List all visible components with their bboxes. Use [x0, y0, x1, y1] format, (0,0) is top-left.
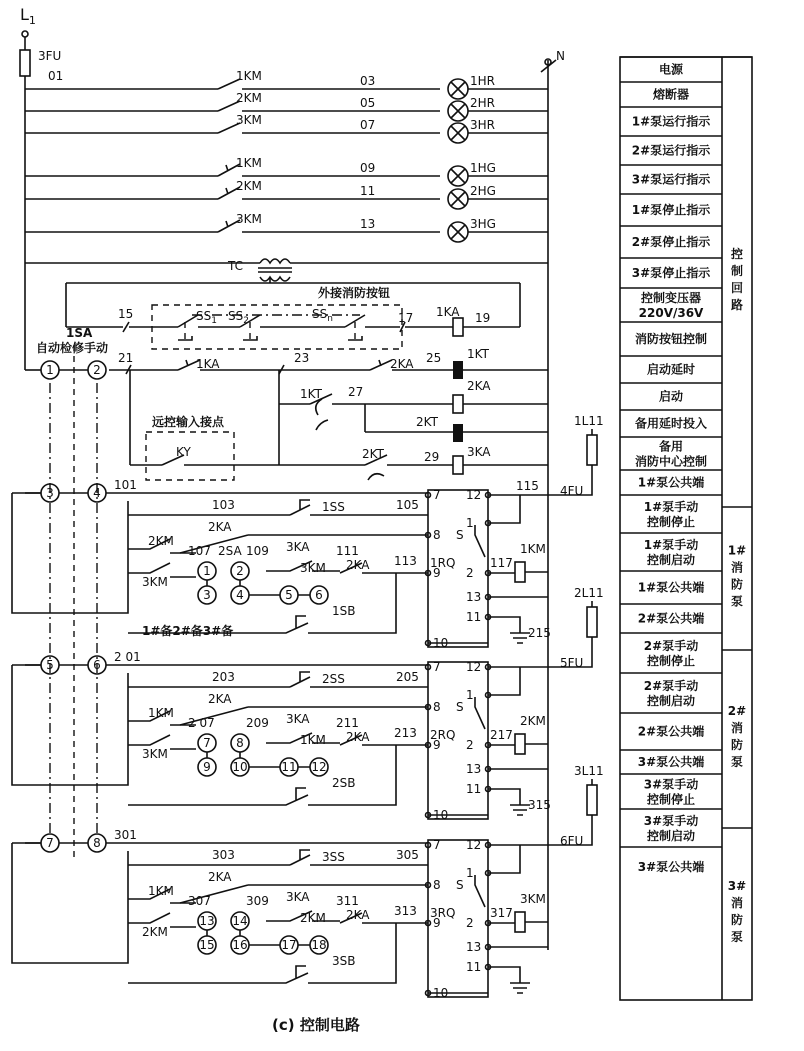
fuse — [587, 607, 597, 637]
table-group-label: 3#消防泵 — [727, 879, 747, 944]
lamp-label: 3HG — [470, 217, 496, 231]
contact-label: 3KM — [236, 212, 262, 226]
coil-2ka — [453, 395, 463, 413]
wire-a: 107 — [188, 544, 211, 558]
rq-terminal: 8 — [433, 700, 441, 714]
selector-contact-number: 16 — [232, 938, 248, 952]
table-row-label: 2#泵手动控制启动 — [643, 679, 699, 708]
selector-terminal-number: 5 — [46, 658, 54, 672]
selector-contact-number: 5 — [285, 588, 293, 602]
selector-contact-number: 18 — [311, 938, 327, 952]
selector-terminal-number: 4 — [93, 486, 101, 500]
table-row-label: 3#泵运行指示 — [631, 172, 711, 187]
wire-d: 313 — [394, 904, 417, 918]
wire-out: 305 — [396, 848, 419, 862]
fuse-label: 4FU — [560, 484, 584, 498]
lamp-label: 2HG — [470, 184, 496, 198]
wire-23: 23 — [294, 351, 310, 365]
table-row-label: 1#泵运行指示 — [631, 114, 711, 129]
table-row-label: 备用延时投入 — [634, 416, 708, 431]
selector-terminal-number: 3 — [46, 486, 54, 500]
lamp-label: 1HR — [470, 74, 495, 88]
rq-terminal: 7 — [433, 488, 441, 502]
table-row-label: 2#泵公共端 — [637, 724, 705, 739]
ground-label: 215 — [528, 626, 551, 640]
remote-input-label: 远控输入接点 — [152, 415, 225, 429]
km-par-label: 3KM — [300, 561, 326, 575]
wire-d: 213 — [394, 726, 417, 740]
contactor-label: 1KM — [520, 542, 546, 556]
wire-c: 311 — [336, 894, 359, 908]
selector-contact-number: 9 — [203, 760, 211, 774]
rq-label: 2RQ — [430, 728, 456, 742]
selector-contact-number: 6 — [315, 588, 323, 602]
rq-terminal: 12 — [466, 838, 482, 852]
rq-terminal: 13 — [466, 590, 482, 604]
rq-terminal: 12 — [466, 488, 482, 502]
ka-par-label: 3KA — [286, 540, 310, 554]
coil-wire: 117 — [490, 556, 513, 570]
rq-terminal: 8 — [433, 528, 441, 542]
rq-switch-label: S — [456, 878, 464, 892]
rq-terminal: 10 — [433, 986, 449, 1000]
selector-contact-number: 2 — [236, 564, 244, 578]
km-bot-label: 2KM — [142, 925, 168, 939]
wire-a: 307 — [188, 894, 211, 908]
wire-number: 13 — [360, 217, 376, 231]
indicator-row — [25, 113, 548, 143]
coil-3ka — [453, 456, 463, 474]
table-row-label: 2#泵公共端 — [637, 611, 705, 626]
indicator-row — [25, 91, 548, 121]
contact-label: 1KM — [236, 156, 262, 170]
table-row-label: 1#泵手动控制启动 — [643, 538, 699, 567]
ground-label: 315 — [528, 798, 551, 812]
start-button-label: 2SB — [332, 776, 356, 790]
ka-label: 2KA — [208, 520, 232, 534]
wire-in: 101 — [114, 478, 137, 492]
ka-label: 2KA — [208, 692, 232, 706]
rq-terminal: 10 — [433, 808, 449, 822]
stop-button-label: 3SS — [322, 850, 345, 864]
line-label: 2L11 — [574, 586, 604, 600]
indicator-row — [25, 179, 548, 209]
wire-number: 09 — [360, 161, 376, 175]
table-group-label: 2#消防泵 — [727, 704, 747, 769]
table-row-label: 1#泵公共端 — [637, 580, 705, 595]
contactor-coil — [515, 562, 525, 582]
wire-a: 2 07 — [188, 716, 215, 730]
indicator-row — [25, 156, 548, 186]
lamp-label: 3HR — [470, 118, 495, 132]
table-row-label: 启动 — [658, 389, 684, 404]
wire-in: 2 01 — [114, 650, 141, 664]
rq-terminal: 1 — [466, 866, 474, 880]
selector-contact-number: 13 — [199, 914, 215, 928]
contactor-coil — [515, 912, 525, 932]
ka-kt-control — [25, 347, 548, 480]
selector-contact-number: 7 — [203, 736, 211, 750]
contact-label: 3KM — [236, 113, 262, 127]
km-par-label: 2KM — [300, 911, 326, 925]
ka-ser-label: 2KA — [346, 908, 370, 922]
line-label: 3L11 — [574, 764, 604, 778]
table-row-label: 3#泵手动控制启动 — [643, 814, 699, 843]
table-row-label: 3#泵手动控制停止 — [643, 777, 699, 807]
rq-terminal: 2 — [466, 566, 474, 580]
ka-par-label: 3KA — [286, 712, 310, 726]
contact-label: 2KM — [236, 179, 262, 193]
wire-number: 03 — [360, 74, 376, 88]
fire-button-circuit — [66, 285, 520, 349]
ground-icon — [488, 967, 530, 993]
table-row-label: 3#泵公共端 — [637, 860, 705, 874]
selector-terminal-number: 2 — [93, 363, 101, 377]
wire-out: 205 — [396, 670, 419, 684]
km-par-label: 1KM — [300, 733, 326, 747]
pump-2-block — [12, 586, 604, 822]
wire-ss: 203 — [212, 670, 235, 684]
indicator-lamp-group — [25, 69, 548, 242]
fire-button-title: 外接消防按钮 — [318, 286, 391, 300]
pump-3-block — [12, 764, 604, 1000]
selector-contact-number: 14 — [232, 914, 248, 928]
table-row-label: 熔断器 — [652, 87, 690, 102]
rq-label: 3RQ — [430, 906, 456, 920]
wire-29: 29 — [424, 450, 440, 464]
selector-terminal-number: 6 — [93, 658, 101, 672]
selector-contact-number: 1 — [203, 564, 211, 578]
rq-terminal: 7 — [433, 838, 441, 852]
neutral-label: N — [556, 49, 565, 63]
line-label: 1L11 — [574, 414, 604, 428]
rq-terminal: 2 — [466, 738, 474, 752]
coil-wire: 317 — [490, 906, 513, 920]
rq-terminal: 9 — [433, 738, 441, 752]
rq-terminal: 12 — [466, 660, 482, 674]
table-row-label: 控制变压器 220V/36V — [638, 291, 704, 320]
phase-label: $L_1$ — [20, 5, 36, 27]
selector-dash-lines — [50, 345, 97, 860]
fuse — [587, 435, 597, 465]
rq-label: 1RQ — [430, 556, 456, 570]
wire-c: 111 — [336, 544, 359, 558]
table-row-label: 备用消防中心控制 — [634, 439, 708, 469]
ssn-label: $SS_n$ — [312, 307, 333, 324]
table-row-label: 1#泵停止指示 — [631, 203, 711, 217]
selector-contact-number: 10 — [232, 760, 248, 774]
wire-b: 209 — [246, 716, 269, 730]
phase-terminal — [22, 31, 28, 37]
ground-icon — [488, 789, 530, 815]
wire-number: 05 — [360, 96, 376, 110]
km-top-label: 2KM — [148, 534, 174, 548]
table-row-label: 消防按钮控制 — [634, 332, 708, 346]
selector-contact-number: 12 — [311, 760, 327, 774]
rq-terminal: 2 — [466, 916, 474, 930]
wire-ss: 303 — [212, 848, 235, 862]
wire-c: 211 — [336, 716, 359, 730]
wire-lo: 115 — [516, 479, 539, 493]
wire-01: 01 — [48, 69, 64, 83]
wire-in: 301 — [114, 828, 137, 842]
km-top-label: 1KM — [148, 706, 174, 720]
contactor-label: 3KM — [520, 892, 546, 906]
selector-contact-number: 11 — [281, 760, 297, 774]
selector-contact-number: 15 — [199, 938, 215, 952]
ss2-label: $SS_2$ — [228, 309, 249, 326]
rq-switch-label: S — [456, 528, 464, 542]
wire-19: 19 — [475, 311, 491, 325]
rq-terminal: 1 — [466, 688, 474, 702]
fuse-label: 6FU — [560, 834, 584, 848]
figure-caption: (c) 控制电路 — [272, 1016, 360, 1034]
selector-contact-number: 3 — [203, 588, 211, 602]
sa-label: 2SA — [218, 544, 242, 558]
wire-number: 11 — [360, 184, 376, 198]
rq-terminal: 13 — [466, 940, 482, 954]
lamp-label: 1HG — [470, 161, 496, 175]
wire-25: 25 — [426, 351, 442, 365]
table-group-label: 控制回路 — [730, 247, 744, 312]
wire-number: 07 — [360, 118, 376, 132]
table-row-label: 2#泵手动控制停止 — [643, 639, 699, 668]
wire-15: 15 — [118, 307, 134, 321]
coil-2kt — [453, 424, 463, 442]
selector-numbers — [25, 361, 106, 852]
rq-terminal: 13 — [466, 762, 482, 776]
selector-terminal-number: 8 — [93, 836, 101, 850]
stop-button-label: 1SS — [322, 500, 345, 514]
ky-label: KY — [176, 445, 191, 459]
ka-label: 2KA — [208, 870, 232, 884]
coil-2ka-label: 2KA — [467, 379, 491, 393]
ground-icon — [488, 617, 530, 643]
rq-terminal: 9 — [433, 566, 441, 580]
indicator-row — [25, 212, 548, 242]
pump-1-block — [12, 414, 604, 650]
fuse-label: 5FU — [560, 656, 584, 670]
table-row-label: 2#泵停止指示 — [631, 235, 711, 249]
selector-switch-1sa — [36, 326, 108, 355]
fuse-3fu — [20, 50, 30, 76]
km-top-label: 1KM — [148, 884, 174, 898]
function-table — [620, 57, 752, 1000]
coil-1kt — [453, 361, 463, 379]
timer-2kt-label: 2KT — [362, 447, 384, 461]
contact-label: 2KM — [236, 91, 262, 105]
contact-label: 1KM — [236, 69, 262, 83]
table-row-label: 电源 — [658, 62, 684, 77]
coil-3ka-label: 3KA — [467, 445, 491, 459]
coil-wire: 217 — [490, 728, 513, 742]
fuse — [587, 785, 597, 815]
table-row-label: 启动延时 — [646, 362, 696, 377]
table-row-label: 3#泵公共端 — [637, 755, 705, 769]
table-group-label: 1#消防泵 — [727, 543, 747, 609]
km-bot-label: 3KM — [142, 575, 168, 589]
relay-1ka-label: 1KA — [436, 305, 460, 319]
km-bot-label: 3KM — [142, 747, 168, 761]
indicator-row — [25, 69, 548, 99]
ss1-label: $SS_1$ — [196, 309, 217, 326]
wire-ss: 103 — [212, 498, 235, 512]
rq-terminal: 10 — [433, 636, 449, 650]
selector-terminal-number: 7 — [46, 836, 54, 850]
selector-contact-number: 4 — [236, 588, 244, 602]
selector-contact-number: 8 — [236, 736, 244, 750]
contact-1ka: 1KA — [196, 357, 220, 371]
rq-terminal: 11 — [466, 610, 482, 624]
coil-2kt-label: 2KT — [416, 415, 438, 429]
ka-par-label: 3KA — [286, 890, 310, 904]
start-button-label: 3SB — [332, 954, 356, 968]
lamp-label: 2HR — [470, 96, 495, 110]
control-transformer — [25, 259, 548, 327]
ka-ser-label: 2KA — [346, 730, 370, 744]
rq-terminal: 8 — [433, 878, 441, 892]
transformer-label: TC — [228, 259, 244, 273]
stop-button-label: 2SS — [322, 672, 345, 686]
contactor-label: 2KM — [520, 714, 546, 728]
fuse-label: 3FU — [38, 49, 62, 63]
contactor-coil — [515, 734, 525, 754]
table-row-label: 3#泵停止指示 — [631, 266, 711, 280]
rq-terminal: 9 — [433, 916, 441, 930]
coil-1kt-label: 1KT — [467, 347, 489, 361]
duty-label: 1#备2#备3#备 — [142, 624, 234, 638]
wire-27: 27 — [348, 385, 364, 399]
wire-21: 21 — [118, 351, 134, 365]
wire-out: 105 — [396, 498, 419, 512]
table-row-label: 2#泵运行指示 — [631, 143, 711, 158]
rq-switch-label: S — [456, 700, 464, 714]
rq-terminal: 1 — [466, 516, 474, 530]
selector-mode: 自动检修手动 — [36, 341, 109, 355]
table-row-label: 1#泵公共端 — [637, 475, 705, 490]
wire-b: 109 — [246, 544, 269, 558]
wire-b: 309 — [246, 894, 269, 908]
rq-terminal: 11 — [466, 960, 482, 974]
selector-name: 1SA — [66, 326, 93, 340]
rq-terminal: 7 — [433, 660, 441, 674]
wire-17: 17 — [398, 311, 414, 325]
ka-ser-label: 2KA — [346, 558, 370, 572]
relay-1ka-coil — [453, 318, 463, 336]
table-row-label: 1#泵手动控制停止 — [643, 500, 699, 529]
selector-contact-number: 17 — [281, 938, 297, 952]
contact-2ka: 2KA — [390, 357, 414, 371]
start-button-label: 1SB — [332, 604, 356, 618]
selector-terminal-number: 1 — [46, 363, 54, 377]
timer-1kt-label: 1KT — [300, 387, 322, 401]
rq-terminal: 11 — [466, 782, 482, 796]
wire-d: 113 — [394, 554, 417, 568]
